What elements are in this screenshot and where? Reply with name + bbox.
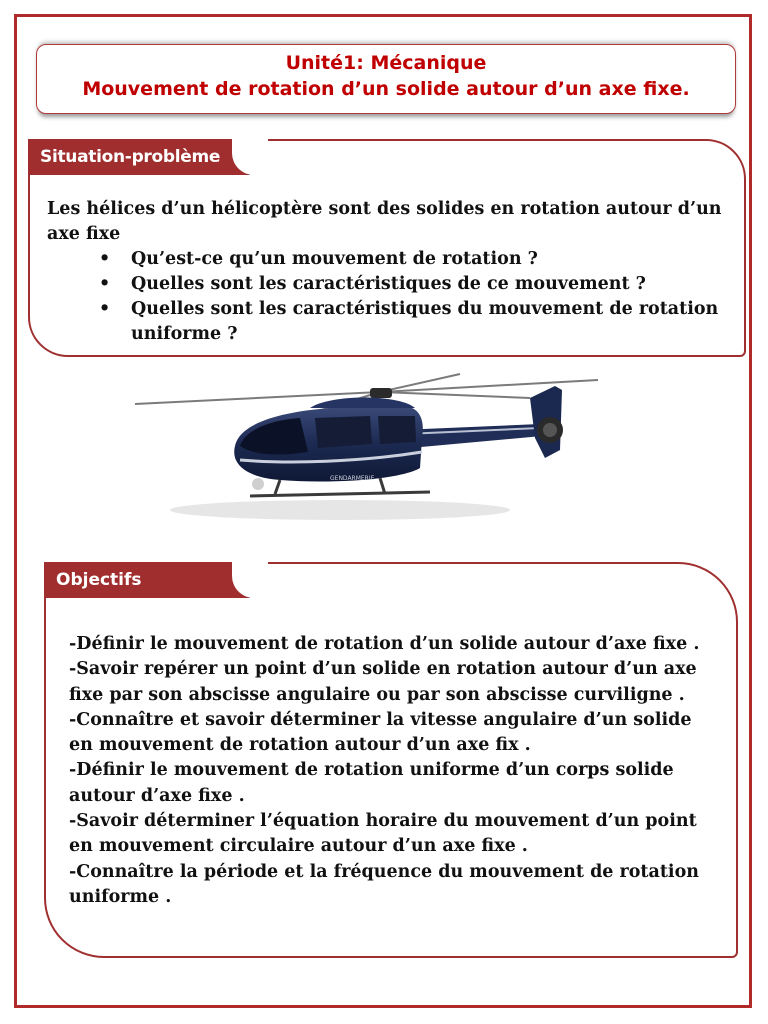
objective-item: -Connaître la période et la fréquence du mouvement de rotation uniforme .: [69, 861, 699, 907]
unit-title: Unité1: Mécanique: [285, 52, 487, 74]
objective-item: -Connaître et savoir déterminer la vitesse angulaire d’un solide en mouvement de rotation autour d’un axe fix .: [69, 709, 692, 756]
question-item: • Quelles sont les caractéristiques du mouvement de rotation uniforme ?: [131, 297, 737, 347]
helicopter-side-text: GENDARMERIE: [330, 475, 375, 482]
situation-content: [47, 197, 737, 347]
lesson-title: Mouvement de rotation d’un solide autour d’un axe fixe.: [82, 78, 690, 100]
situation-tab: [28, 139, 250, 175]
situation-intro: Les hélices d’un hélicoptère sont des solides en rotation autour d’un axe fixe: [47, 199, 722, 244]
question-item: • Qu’est-ce qu’un mouvement de rotation ?: [131, 247, 737, 272]
objectifs-tab: [44, 562, 250, 598]
title-box: [36, 44, 736, 114]
objectifs-tab-label: Objectifs: [56, 570, 142, 590]
question-item: • Quelles sont les caractéristiques de ce mouvement ?: [131, 272, 737, 297]
objective-item: -Définir le mouvement de rotation uniforme d’un corps solide autour d’axe fixe .: [69, 760, 674, 806]
question-list: [47, 247, 737, 347]
situation-tab-label: Situation-problème: [40, 147, 221, 167]
objectifs-content: [69, 632, 719, 910]
objective-item: -Savoir repérer un point d’un solide en rotation autour d’un axe fixe par son abscisse angulaire ou par son abscisse curviligne .: [69, 659, 697, 705]
objective-item: -Savoir déterminer l’équation horaire du mouvement d’un point en mouvement circulaire autour d’un axe fixe .: [69, 811, 697, 857]
helicopter-image: [130, 368, 610, 528]
objective-item: -Définir le mouvement de rotation d’un solide autour d’axe fixe .: [69, 634, 700, 654]
